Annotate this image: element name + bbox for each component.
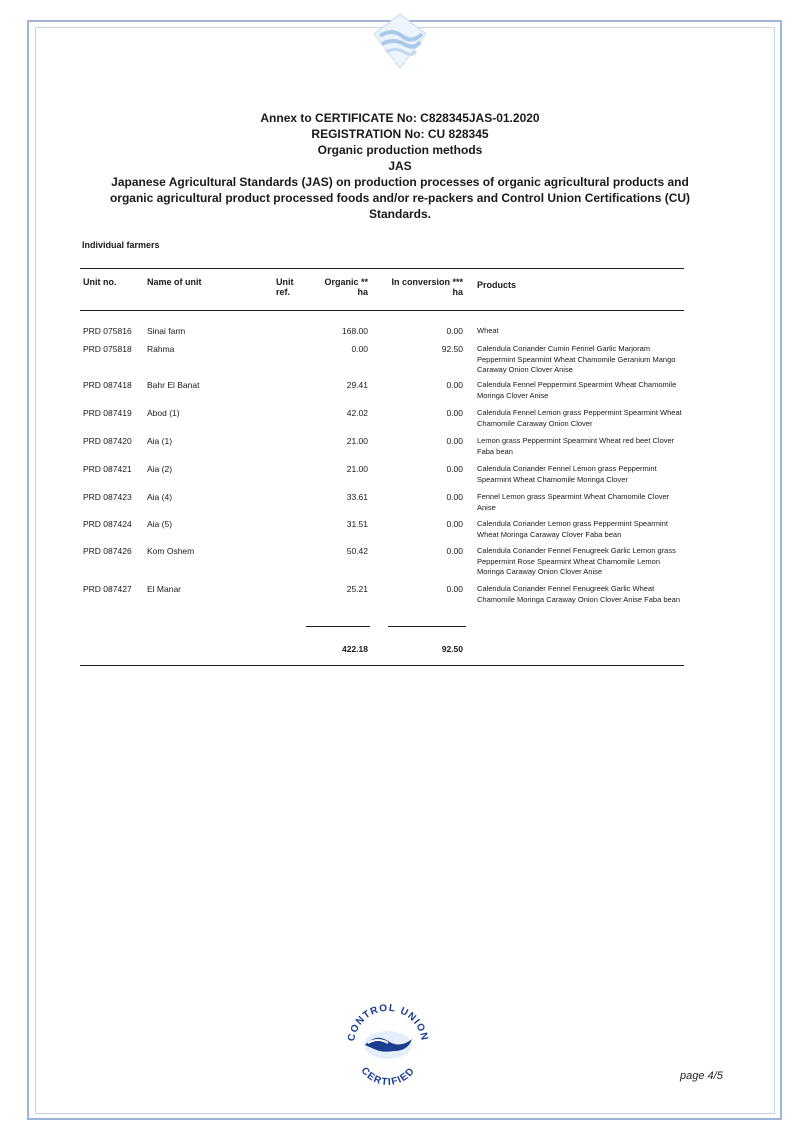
unit-name: El Manar <box>147 584 182 594</box>
column-header-organic-line-2: ha <box>357 287 368 297</box>
organic-total-rule <box>306 626 370 627</box>
unit-number: PRD 087418 <box>83 380 132 390</box>
organic-ha: 50.42 <box>346 546 368 556</box>
svg-text:CERTIFIED <box>359 1065 418 1088</box>
column-header-organic <box>300 277 368 297</box>
products-list: Calendula Coriander Fennel Fenugreek Garlic Lemon grass Peppermint Rose Spearmint Wheat Chamomile Lemon Moringa Caraway Onion Clover Anise <box>477 546 676 576</box>
products-list: Calendula Coriander Lemon grass Peppermint Spearmint Wheat Moringa Caraway Clover Faba bean <box>477 519 668 539</box>
column-header-in-conversion-line-1: In conversion *** <box>391 277 463 287</box>
products-list: Wheat <box>477 326 499 335</box>
table-bottom-rule <box>80 665 684 666</box>
column-header-unit-no: Unit no. <box>83 277 117 287</box>
conversion-total: 92.50 <box>441 644 463 654</box>
organic-ha: 0.00 <box>351 344 368 354</box>
in-conversion-ha: 0.00 <box>446 436 463 446</box>
in-conversion-ha: 0.00 <box>446 380 463 390</box>
organic-ha: 33.61 <box>346 492 368 502</box>
column-header-in-conversion <box>385 277 463 297</box>
in-conversion-ha: 0.00 <box>446 326 463 336</box>
certificate-header <box>100 110 700 222</box>
unit-number: PRD 087424 <box>83 519 132 529</box>
column-header-name: Name of unit <box>147 277 202 287</box>
page-number: page 4/5 <box>680 1070 723 1082</box>
control-union-certified-seal-icon <box>338 993 438 1093</box>
unit-name: Aia (5) <box>147 519 173 529</box>
unit-number: PRD 075818 <box>83 344 132 354</box>
products-list: Lemon grass Peppermint Spearmint Wheat red beet Clover Faba bean <box>477 436 675 456</box>
column-header-organic-line-1: Organic ** <box>324 277 368 287</box>
unit-number: PRD 087421 <box>83 464 132 474</box>
products-list: Calendula Fennel Peppermint Spearmint Wheat Chamomile Moringa Clover Anise <box>477 380 677 400</box>
unit-number: PRD 087420 <box>83 436 132 446</box>
standard-description-line-2: organic agricultural product processed foods and/or re-packers and Control Union Certifications (CU) <box>109 191 691 205</box>
organic-ha: 42.02 <box>346 408 368 418</box>
unit-name: Kom Oshem <box>147 546 195 556</box>
unit-number: PRD 087426 <box>83 546 132 556</box>
unit-name: Bahr El Banat <box>147 380 200 390</box>
unit-name: Rahma <box>147 344 175 354</box>
table-top-rule <box>80 268 684 269</box>
organic-ha: 25.21 <box>346 584 368 594</box>
in-conversion-ha: 0.00 <box>446 464 463 474</box>
products-list: Calendula Coriander Fennel Lemon grass Peppermint Spearmint Wheat Chamomile Moringa Clover <box>477 464 657 484</box>
column-header-products: Products <box>477 280 517 290</box>
seal-top-text: CONTROL UNION <box>346 1002 430 1043</box>
column-header-unit-ref <box>276 277 294 297</box>
section-title: Individual farmers <box>82 240 160 250</box>
unit-number: PRD 087427 <box>83 584 132 594</box>
unit-name: Aia (4) <box>147 492 173 502</box>
standard-description-line-3: Standards. <box>368 207 431 221</box>
organic-ha: 168.00 <box>342 326 368 336</box>
in-conversion-ha: 92.50 <box>441 344 463 354</box>
products-list: Fennel Lemon grass Spearmint Wheat Chamomile Clover Anise <box>477 492 670 512</box>
products-list: Calendula Coriander Fennel Fenugreek Garlic Wheat Chamomile Moringa Caraway Onion Clover Anise Faba bean <box>477 584 681 604</box>
in-conversion-ha: 0.00 <box>446 519 463 529</box>
organic-total: 422.18 <box>342 644 368 654</box>
unit-number: PRD 087423 <box>83 492 132 502</box>
organic-ha: 21.00 <box>346 464 368 474</box>
in-conversion-ha: 0.00 <box>446 492 463 502</box>
column-header-unit-ref-line-2: ref. <box>276 287 291 297</box>
column-header-in-conversion-line-2: ha <box>452 287 463 297</box>
organic-ha: 21.00 <box>346 436 368 446</box>
unit-name: Aia (1) <box>147 436 173 446</box>
in-conversion-ha: 0.00 <box>446 408 463 418</box>
products-list: Calendula Coriander Cumin Fennel Garlic Marjoram Peppermint Spearmint Wheat Chamomile Geranium Mango Caraway Onion Clover Anise <box>477 344 676 374</box>
unit-number: PRD 087419 <box>83 408 132 418</box>
organic-ha: 29.41 <box>346 380 368 390</box>
column-header-unit-ref-line-1: Unit <box>276 277 294 287</box>
standard-description-line-1: Japanese Agricultural Standards (JAS) on production processes of organic agricultural products and <box>111 175 689 189</box>
in-conversion-ha: 0.00 <box>446 584 463 594</box>
unit-number: PRD 075816 <box>83 326 132 336</box>
unit-name: Abod (1) <box>147 408 180 418</box>
production-method: Organic production methods <box>317 143 483 157</box>
control-union-wave-icon <box>372 12 428 70</box>
standard-code: JAS <box>388 159 412 173</box>
unit-name: Sinai farm <box>147 326 186 336</box>
header-bottom-rule <box>80 310 684 311</box>
products-list: Calendula Fennel Lemon grass Peppermint Spearmint Wheat Chamomile Caraway Onion Clover <box>477 408 682 428</box>
conversion-total-rule <box>388 626 466 627</box>
seal-bottom-text: CERTIFIED <box>358 1065 418 1089</box>
unit-name: Aia (2) <box>147 464 173 474</box>
in-conversion-ha: 0.00 <box>446 546 463 556</box>
registration-number: REGISTRATION No: CU 828345 <box>311 127 489 141</box>
certificate-number: Annex to CERTIFICATE No: C828345JAS-01.2020 <box>260 111 540 125</box>
organic-ha: 31.51 <box>346 519 368 529</box>
